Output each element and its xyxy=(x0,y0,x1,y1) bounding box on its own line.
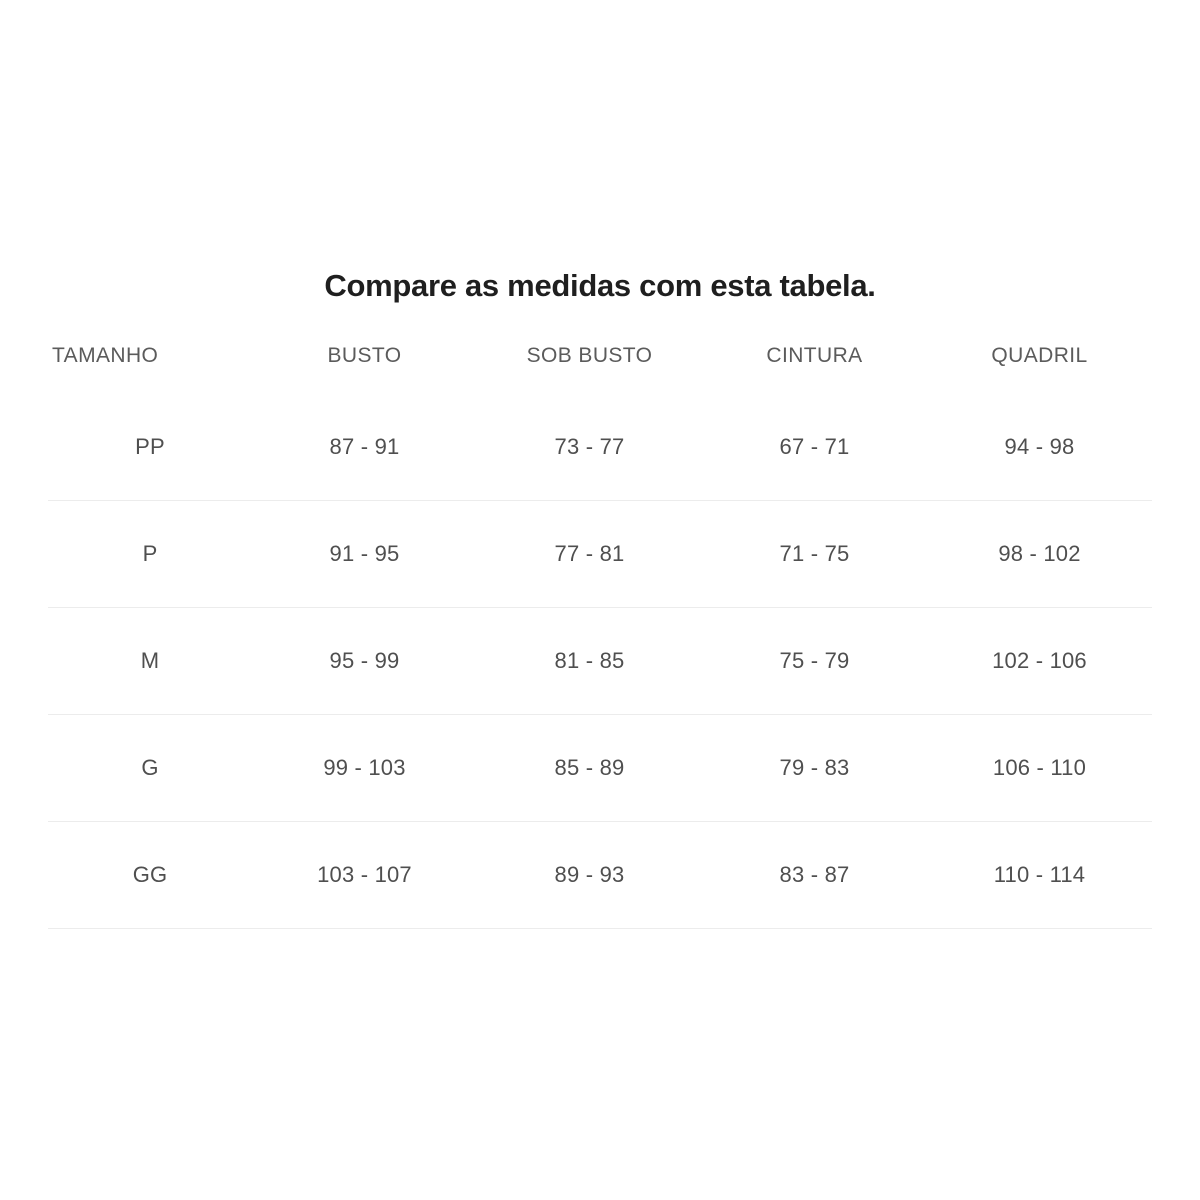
cell-quadril: 106 - 110 xyxy=(927,715,1152,822)
cell-size: GG xyxy=(48,822,252,929)
cell-sob-busto: 85 - 89 xyxy=(477,715,702,822)
cell-cintura: 75 - 79 xyxy=(702,608,927,715)
size-table xyxy=(48,336,1152,929)
table-row xyxy=(48,822,1152,929)
cell-cintura: 67 - 71 xyxy=(702,394,927,501)
cell-quadril: 98 - 102 xyxy=(927,501,1152,608)
table-header xyxy=(48,336,1152,394)
column-header-tamanho: TAMANHO xyxy=(52,344,159,367)
cell-size: P xyxy=(48,501,252,608)
cell-busto: 87 - 91 xyxy=(252,394,477,501)
cell-cintura: 83 - 87 xyxy=(702,822,927,929)
cell-size: M xyxy=(48,608,252,715)
cell-sob-busto: 81 - 85 xyxy=(477,608,702,715)
column-header-cintura: CINTURA xyxy=(766,344,863,367)
table-body xyxy=(48,394,1152,929)
cell-sob-busto: 77 - 81 xyxy=(477,501,702,608)
cell-busto: 103 - 107 xyxy=(252,822,477,929)
cell-cintura: 71 - 75 xyxy=(702,501,927,608)
column-header-busto: BUSTO xyxy=(327,344,402,367)
cell-sob-busto: 89 - 93 xyxy=(477,822,702,929)
size-table-container xyxy=(0,336,1200,929)
table-row xyxy=(48,608,1152,715)
cell-quadril: 94 - 98 xyxy=(927,394,1152,501)
cell-size: PP xyxy=(48,394,252,501)
cell-busto: 95 - 99 xyxy=(252,608,477,715)
table-row xyxy=(48,394,1152,501)
cell-quadril: 110 - 114 xyxy=(927,822,1152,929)
cell-quadril: 102 - 106 xyxy=(927,608,1152,715)
cell-sob-busto: 73 - 77 xyxy=(477,394,702,501)
page-title: Compare as medidas com esta tabela. xyxy=(324,268,876,303)
table-row xyxy=(48,715,1152,822)
cell-busto: 91 - 95 xyxy=(252,501,477,608)
table-row xyxy=(48,501,1152,608)
cell-size: G xyxy=(48,715,252,822)
cell-busto: 99 - 103 xyxy=(252,715,477,822)
cell-cintura: 79 - 83 xyxy=(702,715,927,822)
table-header-row xyxy=(48,336,1152,394)
column-header-quadril: QUADRIL xyxy=(991,344,1088,367)
column-header-sob-busto: SOB BUSTO xyxy=(526,344,653,367)
